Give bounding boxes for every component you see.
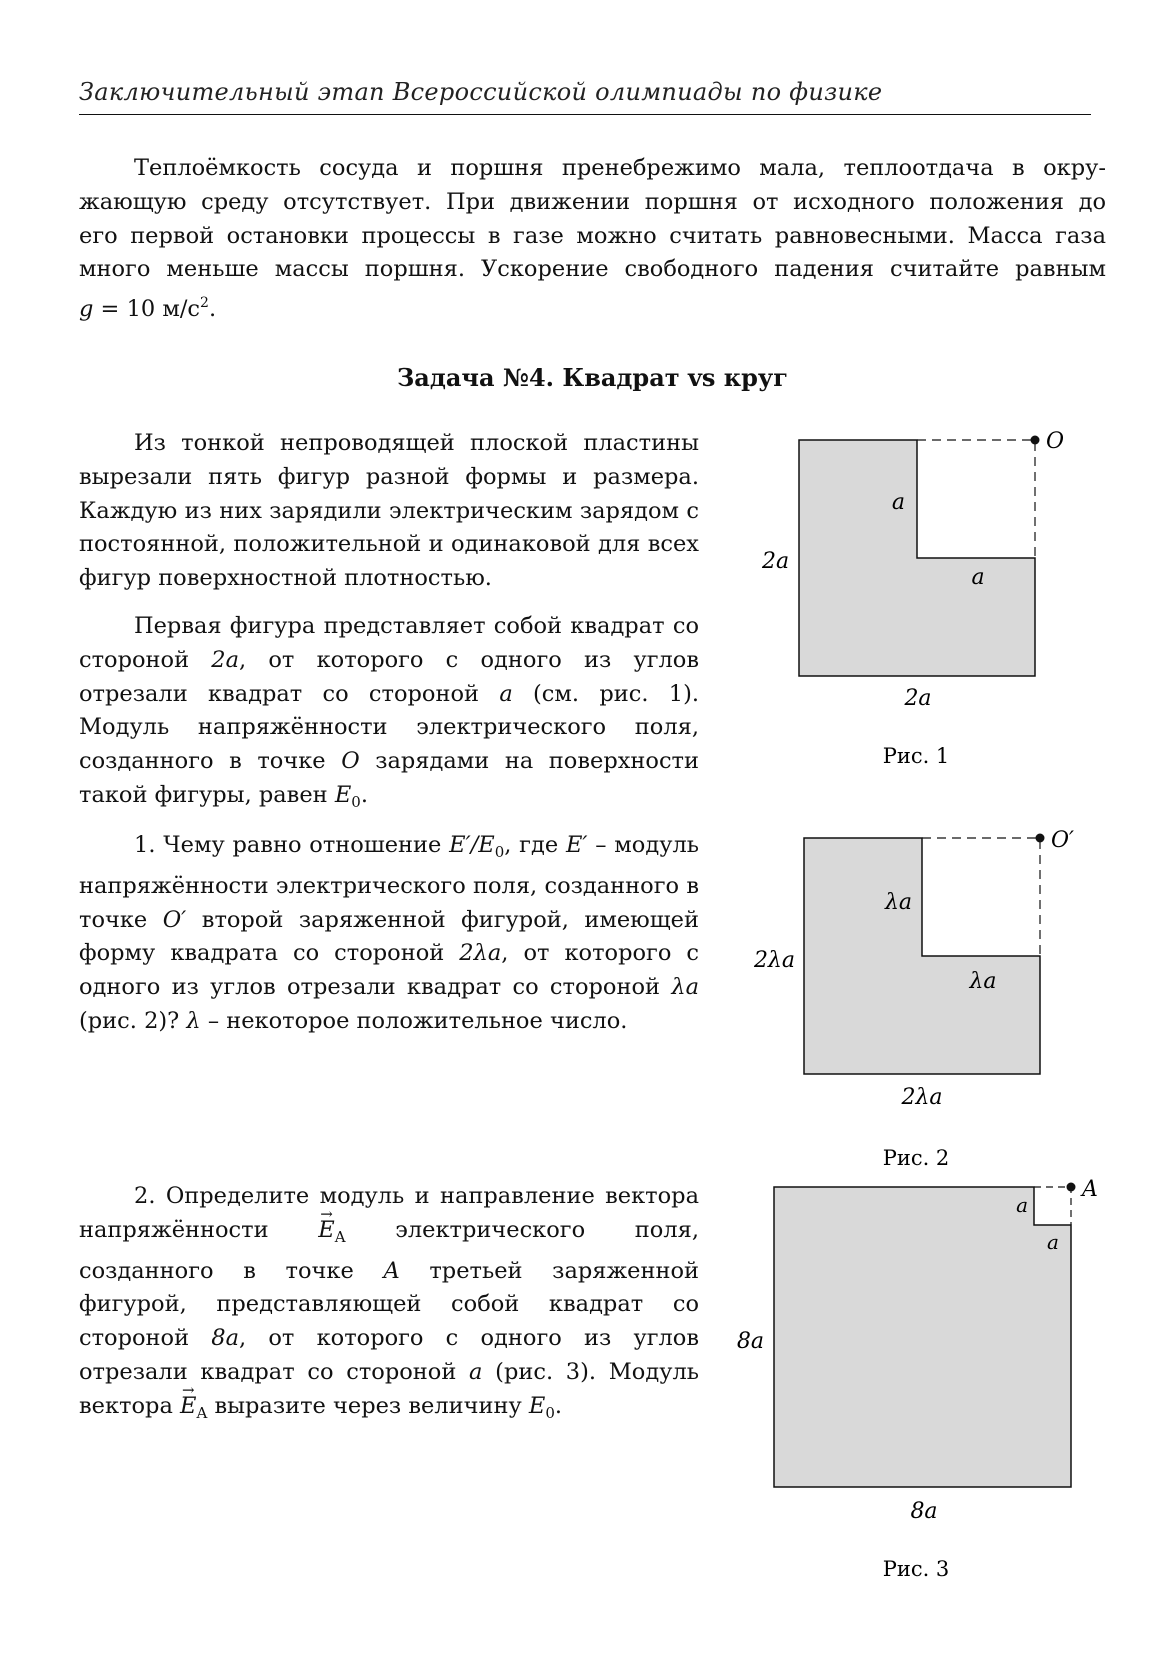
fig1-notch-h-label: a (971, 565, 985, 590)
intro-line: его первой остановки процессы в газе можно считать равновесными. Масса газа (79, 222, 1106, 249)
gravity-formula: g = 10 $м/с^2$. (79, 295, 217, 323)
point-a-dot (1067, 1183, 1076, 1192)
question-1: 1. Чему равно отношение $E'/E_0$, где E′ – модуль напряжённости электрического поля, созданного в точке O′ второй заряженной фигурой, имеющей форму квадрата со стороной 2λa, от которого с одного из углов отрезали квадрат со стороной λa (рис. 2)? λ – некоторое положительное число. (79, 832, 699, 1034)
point-o-prime-dot (1036, 834, 1045, 843)
problem-paragraph-2: Первая фигура представляет собой квадрат со стороной 2a, от которого с одного из углов отрезали квадрат со стороной a (см. рис. 1). Модуль напряжённости электрического поля, созданного в точке O зарядами на поверхности такой фигуры, равен $E_0$. (79, 613, 700, 811)
problem-title: Задача №4. Квадрат vs круг (397, 363, 788, 392)
fig1-caption: Рис. 1 (882, 744, 950, 768)
fig1-notch-v-label: a (891, 490, 905, 515)
fig1-bottom-label: 2a (904, 686, 932, 711)
fig2-notch-h-label: λa (969, 969, 997, 994)
intro-line: много меньше массы поршня. Ускорение свободного падения считайте равным (79, 256, 1106, 283)
intro-line: Теплоёмкость сосуда и поршня пренебрежимо мала, теплоотдача в окру- (134, 155, 1106, 181)
point-o-dot (1031, 436, 1040, 445)
fig1-side-label: 2a (762, 549, 790, 574)
running-header: Заключительный этап Всероссийской олимпиады по физике (79, 78, 883, 106)
fig2-side-label: 2λa (753, 948, 795, 973)
figure-2-shape (804, 834, 1045, 1075)
fig3-notch-h-label: a (1047, 1230, 1059, 1254)
fig1-point-label: O (1046, 429, 1065, 454)
fig3-bottom-label: 8a (910, 1499, 938, 1524)
fig3-caption: Рис. 3 (882, 1557, 950, 1581)
vector-e-a: → $E_A$ (180, 1390, 207, 1431)
vector-e-a: → $E_A$ (318, 1214, 345, 1255)
fig2-point-label: O′ (1051, 828, 1075, 853)
fig3-side-label: 8a (736, 1329, 764, 1354)
problem-paragraph-1: Из тонкой непроводящей плоской пластины вырезали пять фигур разной формы и размера. Каждую из них зарядили электрическим зарядом с постоянной, положительной и одинаковой для всех фигур поверхностной плотностью. (79, 430, 699, 592)
fig2-notch-v-label: λa (884, 890, 912, 915)
figure-3-shape (774, 1183, 1076, 1488)
fig2-caption: Рис. 2 (882, 1146, 950, 1170)
figure-1-shape (799, 436, 1040, 677)
question-2: 2. Определите модуль и направление вектора напряжённости → $E_A$ электрического поля, созданного в точке A третьей заряженной фигурой, представляющей собой квадрат со стороной 8a, от которого с одного из углов отрезали квадрат со стороной a (рис. 3). Модуль вектора → $E_A$ выразите через величину $E_0$. (79, 1180, 699, 1431)
fig3-point-label: A (1082, 1177, 1098, 1202)
fig2-bottom-label: 2λa (901, 1085, 943, 1110)
fig3-notch-v-label: a (1016, 1193, 1028, 1217)
intro-line: жающую среду отсутствует. При движении поршня от исходного положения до (79, 188, 1106, 215)
